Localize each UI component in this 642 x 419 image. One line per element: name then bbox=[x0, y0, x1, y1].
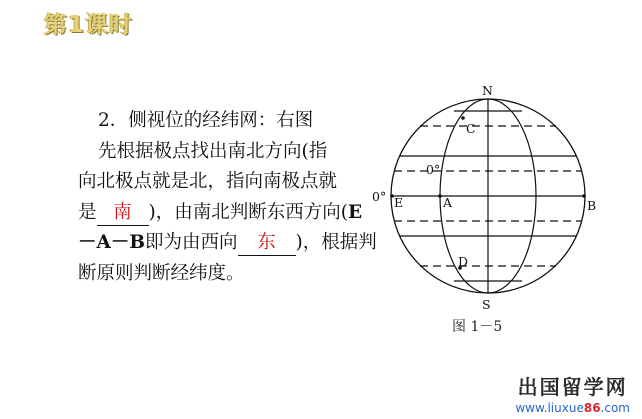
text-line-4-bold: E bbox=[347, 201, 363, 223]
watermark-url-suffix: .com bbox=[600, 401, 630, 415]
label-a: A bbox=[443, 195, 453, 210]
watermark-url-number: 86 bbox=[583, 401, 601, 415]
watermark-url-prefix: www.liuxue bbox=[515, 401, 584, 415]
watermark bbox=[515, 371, 630, 415]
text-line-4-start: 是 bbox=[78, 201, 97, 223]
answer-south: 南 bbox=[113, 201, 132, 223]
watermark-url bbox=[515, 401, 630, 415]
text-line-1-content: 2．侧视位的经纬网：右图 bbox=[98, 110, 314, 131]
text-line-5-bold: －A－B bbox=[78, 232, 145, 253]
label-c: C bbox=[466, 121, 476, 136]
text-line-5-end: )，根据判 bbox=[295, 232, 377, 253]
label-s: S bbox=[482, 297, 491, 312]
text-line-3-content: 向北极点就是北，指向南极点就 bbox=[78, 171, 338, 192]
label-d: D bbox=[458, 254, 469, 269]
label-0deg-lon: 0° bbox=[426, 162, 441, 177]
point-b-marker bbox=[582, 194, 586, 198]
point-c-marker bbox=[461, 116, 465, 120]
label-n: N bbox=[482, 83, 493, 98]
text-line-6-content: 断原则判断经纬度。 bbox=[78, 262, 245, 284]
label-0deg-lat: 0° bbox=[372, 189, 387, 204]
text-line-4-end: )，由南北判断东西方向( bbox=[148, 201, 348, 223]
label-b: B bbox=[587, 198, 597, 213]
text-line-5-mid: 即为由西向 bbox=[145, 232, 238, 253]
label-e: E bbox=[394, 195, 404, 210]
watermark-name: 出国留学网 bbox=[517, 375, 628, 399]
lesson-title: 第1课时 bbox=[44, 12, 134, 38]
answer-east: 东 bbox=[257, 232, 276, 253]
text-line-2-content: 先根据极点找出南北方向(指 bbox=[98, 140, 328, 162]
figure-caption: 图 1－5 bbox=[452, 319, 503, 335]
point-a-marker bbox=[438, 194, 442, 198]
